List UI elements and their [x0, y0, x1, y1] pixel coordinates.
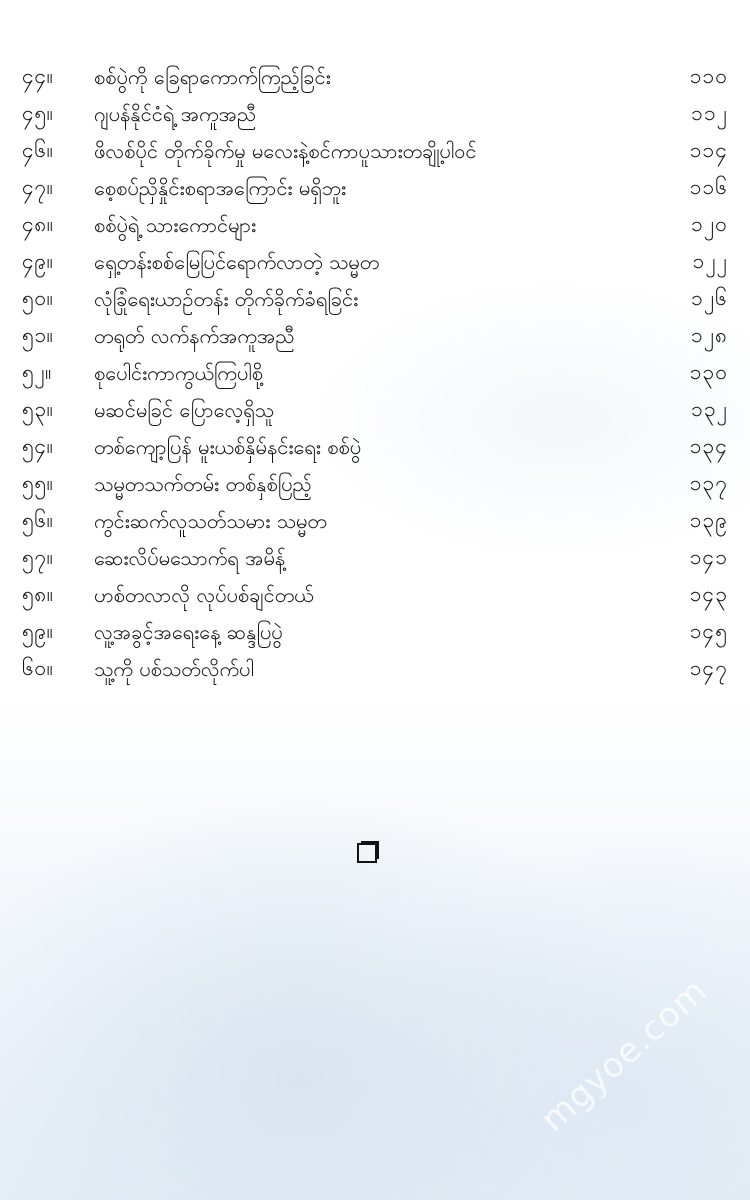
page-number: ၁၃၇ — [689, 471, 728, 495]
chapter-title: စုပေါင်းကာကွယ်ကြပါစို့ — [94, 360, 263, 385]
chapter-number: ၅၈။ — [22, 582, 54, 606]
chapter-number: ၅၀။ — [22, 286, 54, 310]
chapter-number: ၅၂။ — [22, 360, 52, 384]
chapter-number: ၅၅။ — [22, 471, 54, 495]
chapter-number: ၄၅။ — [22, 101, 54, 125]
table-of-contents — [22, 60, 728, 689]
chapter-number: ၆၀။ — [22, 656, 54, 680]
chapter-title: သူ့ကို ပစ်သတ်လိုက်ပါ — [94, 656, 254, 681]
toc-entry — [22, 578, 728, 615]
page-number: ၁၃၂ — [691, 397, 728, 421]
chapter-title: ကွင်းဆက်လူသတ်သမား သမ္မတ — [94, 508, 327, 533]
toc-entry — [22, 615, 728, 652]
toc-entry — [22, 245, 728, 282]
page-number: ၁၁၄ — [689, 138, 728, 162]
chapter-number: ၄၄။ — [22, 64, 54, 88]
chapter-number: ၅၃။ — [22, 397, 54, 421]
chapter-title: ဆေးလိပ်မသောက်ရ အမိန့် — [94, 545, 286, 570]
chapter-number: ၅၇။ — [22, 545, 54, 569]
chapter-number: ၅၁။ — [22, 323, 54, 347]
page-number: ၁၃၀ — [689, 360, 728, 384]
chapter-title: ရှေ့တန်းစစ်မြေပြင်ရောက်လာတဲ့ သမ္မတ — [94, 249, 380, 274]
page-number: ၁၁၆ — [689, 175, 728, 199]
toc-entry — [22, 97, 728, 134]
chapter-number: ၅၄။ — [22, 434, 54, 458]
chapter-number: ၄၆။ — [22, 138, 54, 162]
toc-entry — [22, 60, 728, 97]
chapter-number: ၄၈။ — [22, 212, 54, 236]
chapter-title: မဆင်မခြင် ပြောလေ့ရှိသူ — [94, 397, 275, 422]
watermark: mgyoe.com — [533, 970, 716, 1140]
chapter-title: လူ့အခွင့်အရေးနေ့ ဆန္ဒပြပွဲ — [94, 619, 283, 644]
chapter-number: ၄၉။ — [22, 249, 54, 273]
page-number: ၁၃၉ — [689, 508, 728, 532]
chapter-title: စေ့စပ်ညှိနှိုင်းစရာအကြောင်း မရှိဘူး — [94, 175, 347, 200]
page-number: ၁၄၇ — [689, 656, 728, 680]
page-number: ၁၄၅ — [689, 619, 728, 643]
chapter-title: တစ်ကျော့ပြန် မူးယစ်နှိမ်နင်းရေး စစ်ပွဲ — [94, 434, 362, 459]
page-number: ၁၂၂ — [692, 249, 728, 273]
page-number: ၁၃၄ — [689, 434, 728, 458]
toc-entry — [22, 319, 728, 356]
chapter-number: ၅၉။ — [22, 619, 54, 643]
toc-entry — [22, 134, 728, 171]
toc-entry — [22, 171, 728, 208]
page-number: ၁၂၈ — [690, 323, 728, 347]
chapter-title: ဟစ်တလာလို လုပ်ပစ်ချင်တယ် — [94, 582, 314, 607]
chapter-title: တရုတ် လက်နက်အကူအညီ — [94, 323, 295, 348]
page-number: ၁၁၀ — [689, 64, 728, 88]
end-of-section-square-icon — [357, 843, 377, 863]
chapter-title: ဂျပန်နိုင်ငံရဲ့ အကူအညီ — [94, 101, 257, 126]
toc-entry — [22, 504, 728, 541]
chapter-title: စစ်ပွဲရဲ့ သားကောင်များ — [94, 212, 257, 237]
page-number: ၁၄၃ — [689, 582, 728, 606]
chapter-title: ဖိလစ်ပိုင် တိုက်ခိုက်မှု မလေးနဲ့စင်ကာပူသားတချို့ပါဝင် — [94, 138, 477, 163]
page-number: ၁၁၂ — [691, 101, 728, 125]
chapter-title: လုံခြုံရေးယာဉ်တန်း တိုက်ခိုက်ခံရခြင်း — [94, 286, 359, 311]
page-number: ၁၂၀ — [691, 212, 728, 236]
toc-entry — [22, 393, 728, 430]
toc-entry — [22, 208, 728, 245]
chapter-number: ၅၆။ — [22, 508, 54, 532]
chapter-title: သမ္မတသက်တမ်း တစ်နှစ်ပြည့် — [94, 471, 312, 496]
page-number: ၁၂၆ — [691, 286, 728, 310]
chapter-title: စစ်ပွဲကို ခြေရာကောက်ကြည့်ခြင်း — [94, 64, 331, 89]
toc-entry — [22, 541, 728, 578]
toc-entry — [22, 282, 728, 319]
chapter-number: ၄၇။ — [22, 175, 54, 199]
toc-entry — [22, 430, 728, 467]
toc-entry — [22, 467, 728, 504]
toc-entry — [22, 356, 728, 393]
page-number: ၁၄၁ — [689, 545, 728, 569]
toc-entry — [22, 652, 728, 689]
